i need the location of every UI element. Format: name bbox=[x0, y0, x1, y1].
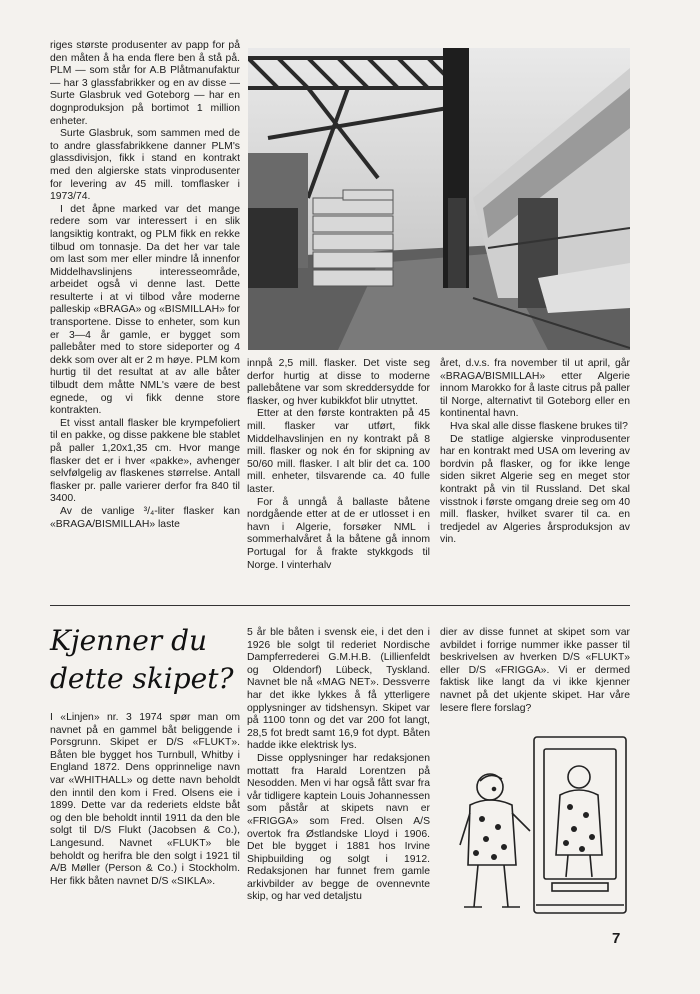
article2-headline bbox=[50, 622, 240, 698]
paragraph: året, d.v.s. fra november til ut april, går «BRAGA/BISMILLAH» etter Algerie innom Marokko for å laste citrus på paller til Norge, alternativt til Goteborg eller en kontinental havn. bbox=[440, 358, 630, 420]
headline-line-1: Kjenner du bbox=[50, 624, 208, 657]
section-divider bbox=[50, 605, 630, 606]
paragraph: I det åpne marked var det mange redere som var interessert i en slik langsiktig kontrakt, og PLM fikk en rekke tilbud om tonnasje. Da det her var tale om last som mer eller mindre lå innenfor Middelhavslinjens interesseområde, arbeidet også vi denne last. Dette resulterte i at vi tilbod våre moderne palleskip «BRAGA» og «BISMILLAH» for transportene. Disse to enheter, som kun er 3—4 år gamle, er bygget som pallebåter med to store sideporter og 4 dekk som over alt er 2 m høye. PLM kom hurtig til det resultat at av alle båter tilbudt dem måtte NML's være de best egnede, og vi fikk denne store kontrakten. bbox=[50, 203, 240, 417]
paragraph: For å unngå å ballaste båtene nordgående etter at de er utlosset i en havn i Algerie, forsøker NML i sommerhalvåret å la båtene gå innom Portugal for å frakte stykkgods til Norge. I vinterhalv bbox=[247, 496, 430, 571]
man-mirror-cartoon bbox=[452, 735, 630, 917]
paragraph: Disse opplysninger har redaksjonen mottatt fra Harald Lorentzen på Nesodden. Men vi har også fått svar fra vår tidligere kaptein Louis Johannessen som påstår at skipets navn er «FRIGGA» som Fred. Olsen A/S overtok fra Østlandske Lloyd i 1906. Det ble bygget i 1881 hos Irvine Shipbuilding og solgt i 1912. Redaksjonen har funnet frem gamle arkivbilder av begge de ovennevnte skip, og har ved detaljstu bbox=[247, 752, 430, 903]
article2-column-2 bbox=[247, 627, 430, 904]
article2-column-3 bbox=[440, 627, 630, 715]
paragraph: innpå 2,5 mill. flasker. Det viste seg derfor hurtig at disse to moderne pallebåtene var som skreddersydde for flasker, og hver kubikkfot blir utnyttet. bbox=[247, 358, 430, 407]
paragraph: dier av disse funnet at skipet som var avbildet i forrige nummer ikke passer til beskrivelsen av hverken D/S «FLUKT» eller D/S «FRIGGA». Vi er dermed faktisk like langt da vi ikke kjenner navnet på det ukjente skipet. Har våre lesere flere forslag? bbox=[440, 627, 630, 714]
paragraph: I «Linjen» nr. 3 1974 spør man om navnet på en gammel båt beliggende i Porsgrunn. Skipet er D/S «FLUKT». Båten ble bygget hos Turnbull, Whitby i England 1872. Dens opprinnelige navn var «WHITHALL» og dette navn beholdt den inntil den kom i Fred. Olsens eie i 1899. Dette var da rederiets eldste båt og den ble beholdt inntil 1911 da den ble solgt til D/S Flukt (Jacobsen & Co.), Langesund. Navnet «FLUKT» ble beholdt og herifra ble den solgt i 1921 til A/B Møller (Person & Co.) i Stockholm. Her fikk båten navnet D/S «SIKLA». bbox=[50, 712, 240, 887]
paragraph: Surte Glasbruk, som sammen med de to andre glassfabrikkene danner PLM's glassdivisjon, fikk i stand en kontrakt med den algierske stats vinprodusenter for levering av 45 mill. tomflasker i 1973/74. bbox=[50, 128, 240, 203]
article1-column-1 bbox=[50, 40, 240, 531]
paragraph: Etter at den første kontrakten på 45 mill. flasker var utført, fikk Middelhavslinjen en ny kontrakt på 8 mill. flasker og nok én for skipning av 50/60 mill. flasker. I alt blir det ca. 100 mill. enheter, tilsvarende ca. 40 fulle laster. bbox=[247, 408, 430, 495]
article1-column-3 bbox=[440, 358, 630, 547]
article2-column-1 bbox=[50, 712, 240, 888]
paragraph: Hva skal alle disse flaskene brukes til? bbox=[450, 420, 628, 432]
paragraph: 5 år ble båten i svensk eie, i det den i 1926 ble solgt til rederiet Nordische Dampferrederei G.M.H.B. (Lillienfeldt og Oldendorf) Lübeck, Tyskland. Navnet ble nå «MAG NET». Dessverre har det ikke lykkes å få ytterligere opplysninger av tidshensyn. Skipet var på 1100 tonn og det var 200 fot langt, 28,5 fot bredt samt 16,9 fot dypt. Båten hadde ikke elektrisk lys. bbox=[247, 627, 430, 752]
headline-line-2: dette skipet? bbox=[50, 662, 234, 695]
paragraph: Et visst antall flasker ble krympefoliert til en pakke, og disse pakkene ble stablet på paller 1,20x1,35 cm. Hvor mange flasker det er i hver «pakke», avhenger selvfølgelig av flaskenes størrelse. Antall flasker pr. palle varierer derfor fra 840 til 3400. bbox=[50, 417, 240, 505]
harbor-photo bbox=[248, 48, 630, 350]
article1-column-2 bbox=[247, 358, 430, 572]
page-number: 7 bbox=[612, 930, 621, 947]
paragraph: Av de vanlige ³/₄-liter flasker kan «BRAGA/BISMILLAH» laste bbox=[50, 505, 240, 530]
paragraph: riges største produsenter av papp for på den måten å ha enda flere ben å stå på. PLM — som står for A.B Plåtmanufaktur — har 3 glassfabrikker og en av disse — Surte Glasbruk ved Goteborg — har en dognproduksjon på bortimot 1 million enheter. bbox=[50, 40, 240, 127]
paragraph: De statlige algierske vinprodusenter har en kontrakt med USA om levering av bordvin på flasker, og for ikke lenge siden sikret Algerie seg en meget stor kontrakt på vin til Russland. Det skal visstnok i første omgang dreie seg om 40 mill. flasker, hvilket svarer til ca. en tredjedel av Algeries årsproduksjon av vin. bbox=[440, 433, 631, 546]
